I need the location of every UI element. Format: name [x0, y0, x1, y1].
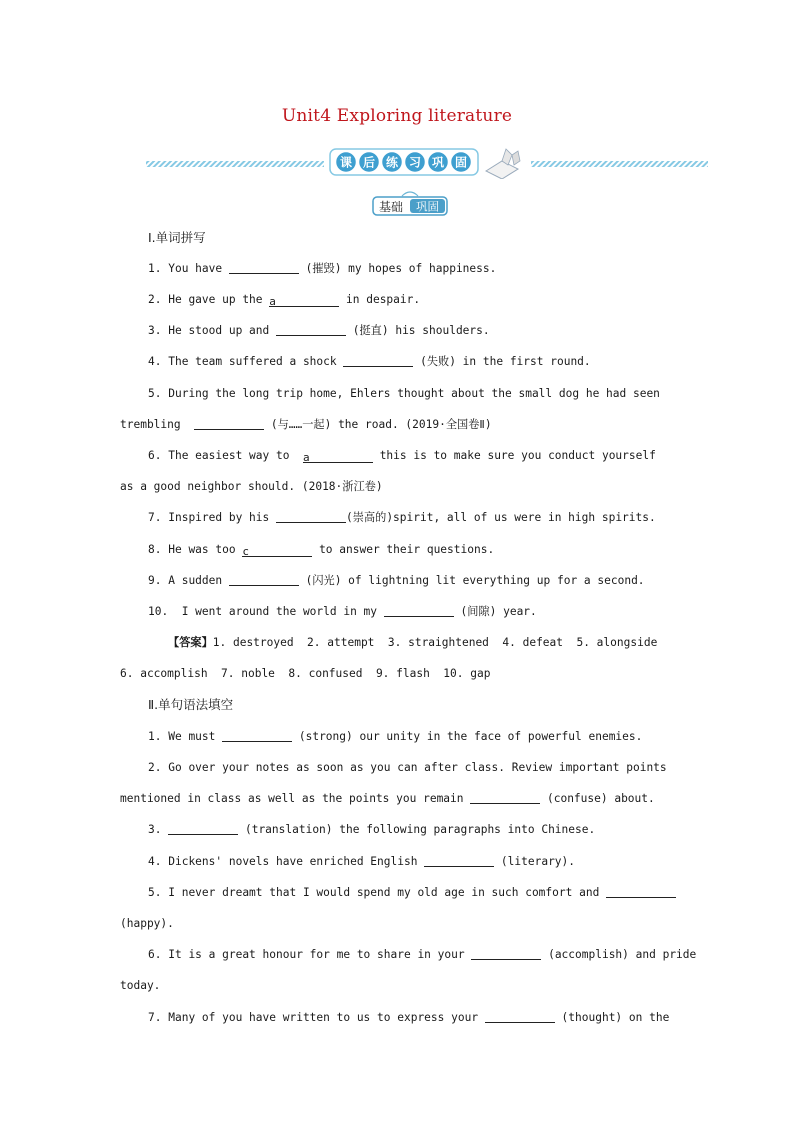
item-text: During the long trip home, Ehlers thought about the small dog he had seen	[168, 387, 660, 400]
blank-hint-letter: a	[302, 451, 310, 464]
item-number: 10.	[148, 605, 169, 618]
item-text: (thought) on the	[554, 1011, 670, 1024]
exercise-item	[148, 261, 496, 277]
answer-label: 【答案】	[168, 636, 213, 649]
item-number: 1.	[148, 730, 162, 743]
exercise-item	[148, 760, 667, 776]
exercise-item-continued	[120, 791, 655, 807]
item-number: 5.	[148, 886, 162, 899]
exercise-item	[148, 947, 696, 963]
item-text: The easiest way to	[168, 449, 303, 462]
answer-blank[interactable]	[229, 261, 299, 274]
exercise-item	[148, 354, 591, 370]
item-text: today.	[120, 979, 161, 992]
exercise-item	[148, 729, 642, 745]
item-number: 2.	[148, 761, 162, 774]
exercise-item-continued	[120, 417, 492, 433]
item-text: (confuse) about.	[540, 792, 655, 805]
section-tag-part1: 基础	[378, 200, 404, 214]
item-text: We must	[168, 730, 223, 743]
answer-blank[interactable]	[471, 947, 541, 960]
blank-hint-letter: a	[269, 295, 276, 308]
item-text: You have	[168, 262, 229, 275]
answer-blank[interactable]	[303, 450, 373, 463]
book-icon	[402, 192, 418, 196]
exercise-item	[148, 510, 656, 526]
blank-hint-letter: c	[242, 545, 249, 558]
item-text: (strong) our unity in the face of powerful enemies.	[292, 730, 643, 743]
item-text: as a good neighbor should. (2018·浙江卷)	[120, 480, 383, 493]
item-text: Many of you have written to us to express your	[168, 1011, 485, 1024]
banner-char: 练	[385, 155, 399, 170]
item-number: 4.	[148, 855, 162, 868]
banner-stripe-left	[146, 161, 324, 167]
item-text: Dickens' novels have enriched English	[168, 855, 425, 868]
answer-blank[interactable]	[606, 885, 676, 898]
banner-char: 后	[362, 155, 376, 170]
item-text: He was too	[168, 543, 243, 556]
answer-blank[interactable]	[485, 1010, 555, 1023]
item-text: (accomplish) and pride	[541, 948, 697, 961]
banner-char: 课	[339, 155, 353, 170]
answer-blank[interactable]	[194, 417, 264, 430]
answer-key-continued	[120, 666, 490, 682]
item-text: He gave up the	[168, 293, 270, 306]
answer-blank[interactable]	[424, 854, 494, 867]
item-text: Inspired by his	[168, 511, 277, 524]
answer-blank[interactable]	[222, 729, 292, 742]
item-text: (happy).	[120, 917, 174, 930]
answer-blank[interactable]	[269, 294, 339, 307]
banner-char: 固	[454, 155, 468, 170]
item-text: (间隙) year.	[453, 605, 537, 618]
exercise-item	[148, 1010, 669, 1026]
item-text: (失败) in the first round.	[413, 355, 591, 368]
section-tag-part2: 巩固	[416, 199, 439, 214]
exercise-item	[148, 542, 494, 558]
answer-text: 6. accomplish 7. noble 8. confused 9. flash 10. gap	[120, 667, 491, 680]
item-text: He stood up and	[168, 324, 277, 337]
exercise-item	[148, 604, 537, 620]
section-tag	[372, 190, 448, 216]
item-text: this is to make sure you conduct yourself	[372, 449, 656, 462]
item-number: 1.	[148, 262, 162, 275]
item-text: trembling	[120, 418, 195, 431]
exercise-item	[148, 292, 420, 308]
answer-blank[interactable]	[384, 604, 454, 617]
exercise-item-continued	[120, 479, 383, 495]
answer-blank[interactable]	[276, 323, 346, 336]
answer-blank[interactable]	[229, 573, 299, 586]
item-number: 7.	[148, 1011, 162, 1024]
exercise-item	[148, 822, 595, 838]
item-number: 2.	[148, 293, 162, 306]
item-number: 5.	[148, 387, 162, 400]
answer-blank[interactable]	[276, 510, 346, 523]
item-text: (literary).	[494, 855, 576, 868]
item-text: A sudden	[168, 574, 229, 587]
item-number: 3.	[148, 823, 162, 836]
section-banner	[146, 145, 708, 179]
exercise-item-continued	[120, 978, 160, 994]
item-text: I never dreamt that I would spend my old age in such comfort and	[168, 886, 607, 899]
exercise-item	[148, 323, 490, 339]
item-text: It is a great honour for me to share in your	[168, 948, 472, 961]
banner-char: 习	[408, 155, 422, 170]
item-number: 8.	[148, 543, 162, 556]
answer-blank[interactable]	[470, 791, 540, 804]
heading-text: Ⅱ.单句语法填空	[148, 697, 234, 712]
banner-stripe-right	[531, 161, 708, 167]
item-number: 3.	[148, 324, 162, 337]
item-text: (摧毁) my hopes of happiness.	[298, 262, 497, 275]
item-text: to answer their questions.	[312, 543, 495, 556]
exercise-item	[148, 885, 676, 901]
item-number: 6.	[148, 449, 162, 462]
heading-text: Ⅰ.单词拼写	[148, 230, 206, 245]
book-icon	[486, 149, 520, 179]
item-text: (translation) the following paragraphs into Chinese.	[238, 823, 596, 836]
item-text: I went around the world in my	[174, 605, 384, 618]
answer-blank[interactable]	[168, 822, 238, 835]
exercise-item-continued	[120, 916, 174, 932]
answer-text: 1. destroyed 2. attempt 3. straightened 4. defeat 5. alongside	[212, 636, 658, 649]
exercise-item	[148, 573, 645, 589]
item-text: (闪光) of lightning lit everything up for a second.	[298, 574, 645, 587]
answer-key	[168, 635, 657, 651]
item-number: 9.	[148, 574, 162, 587]
exercise-item	[148, 448, 656, 464]
item-text: (与……一起) the road. (2019·全国卷Ⅱ)	[264, 418, 492, 431]
page-title: Unit4 Exploring literature	[281, 106, 513, 126]
answer-blank[interactable]	[343, 354, 413, 367]
item-text: Go over your notes as soon as you can after class. Review important points	[168, 761, 667, 774]
item-text: in despair.	[339, 293, 421, 306]
item-text: mentioned in class as well as the points you remain	[120, 792, 471, 805]
section-heading-2	[148, 697, 233, 713]
item-number: 7.	[148, 511, 162, 524]
section-heading-1	[148, 230, 206, 246]
exercise-item	[148, 854, 575, 870]
item-text: (崇高的)spirit, all of us were in high spirits.	[346, 511, 656, 524]
banner-char: 巩	[431, 155, 445, 170]
exercise-item	[148, 386, 660, 402]
item-number: 6.	[148, 948, 162, 961]
item-number: 4.	[148, 355, 162, 368]
item-text: The team suffered a shock	[168, 355, 344, 368]
item-text: (挺直) his shoulders.	[346, 324, 490, 337]
answer-blank[interactable]	[242, 544, 312, 557]
